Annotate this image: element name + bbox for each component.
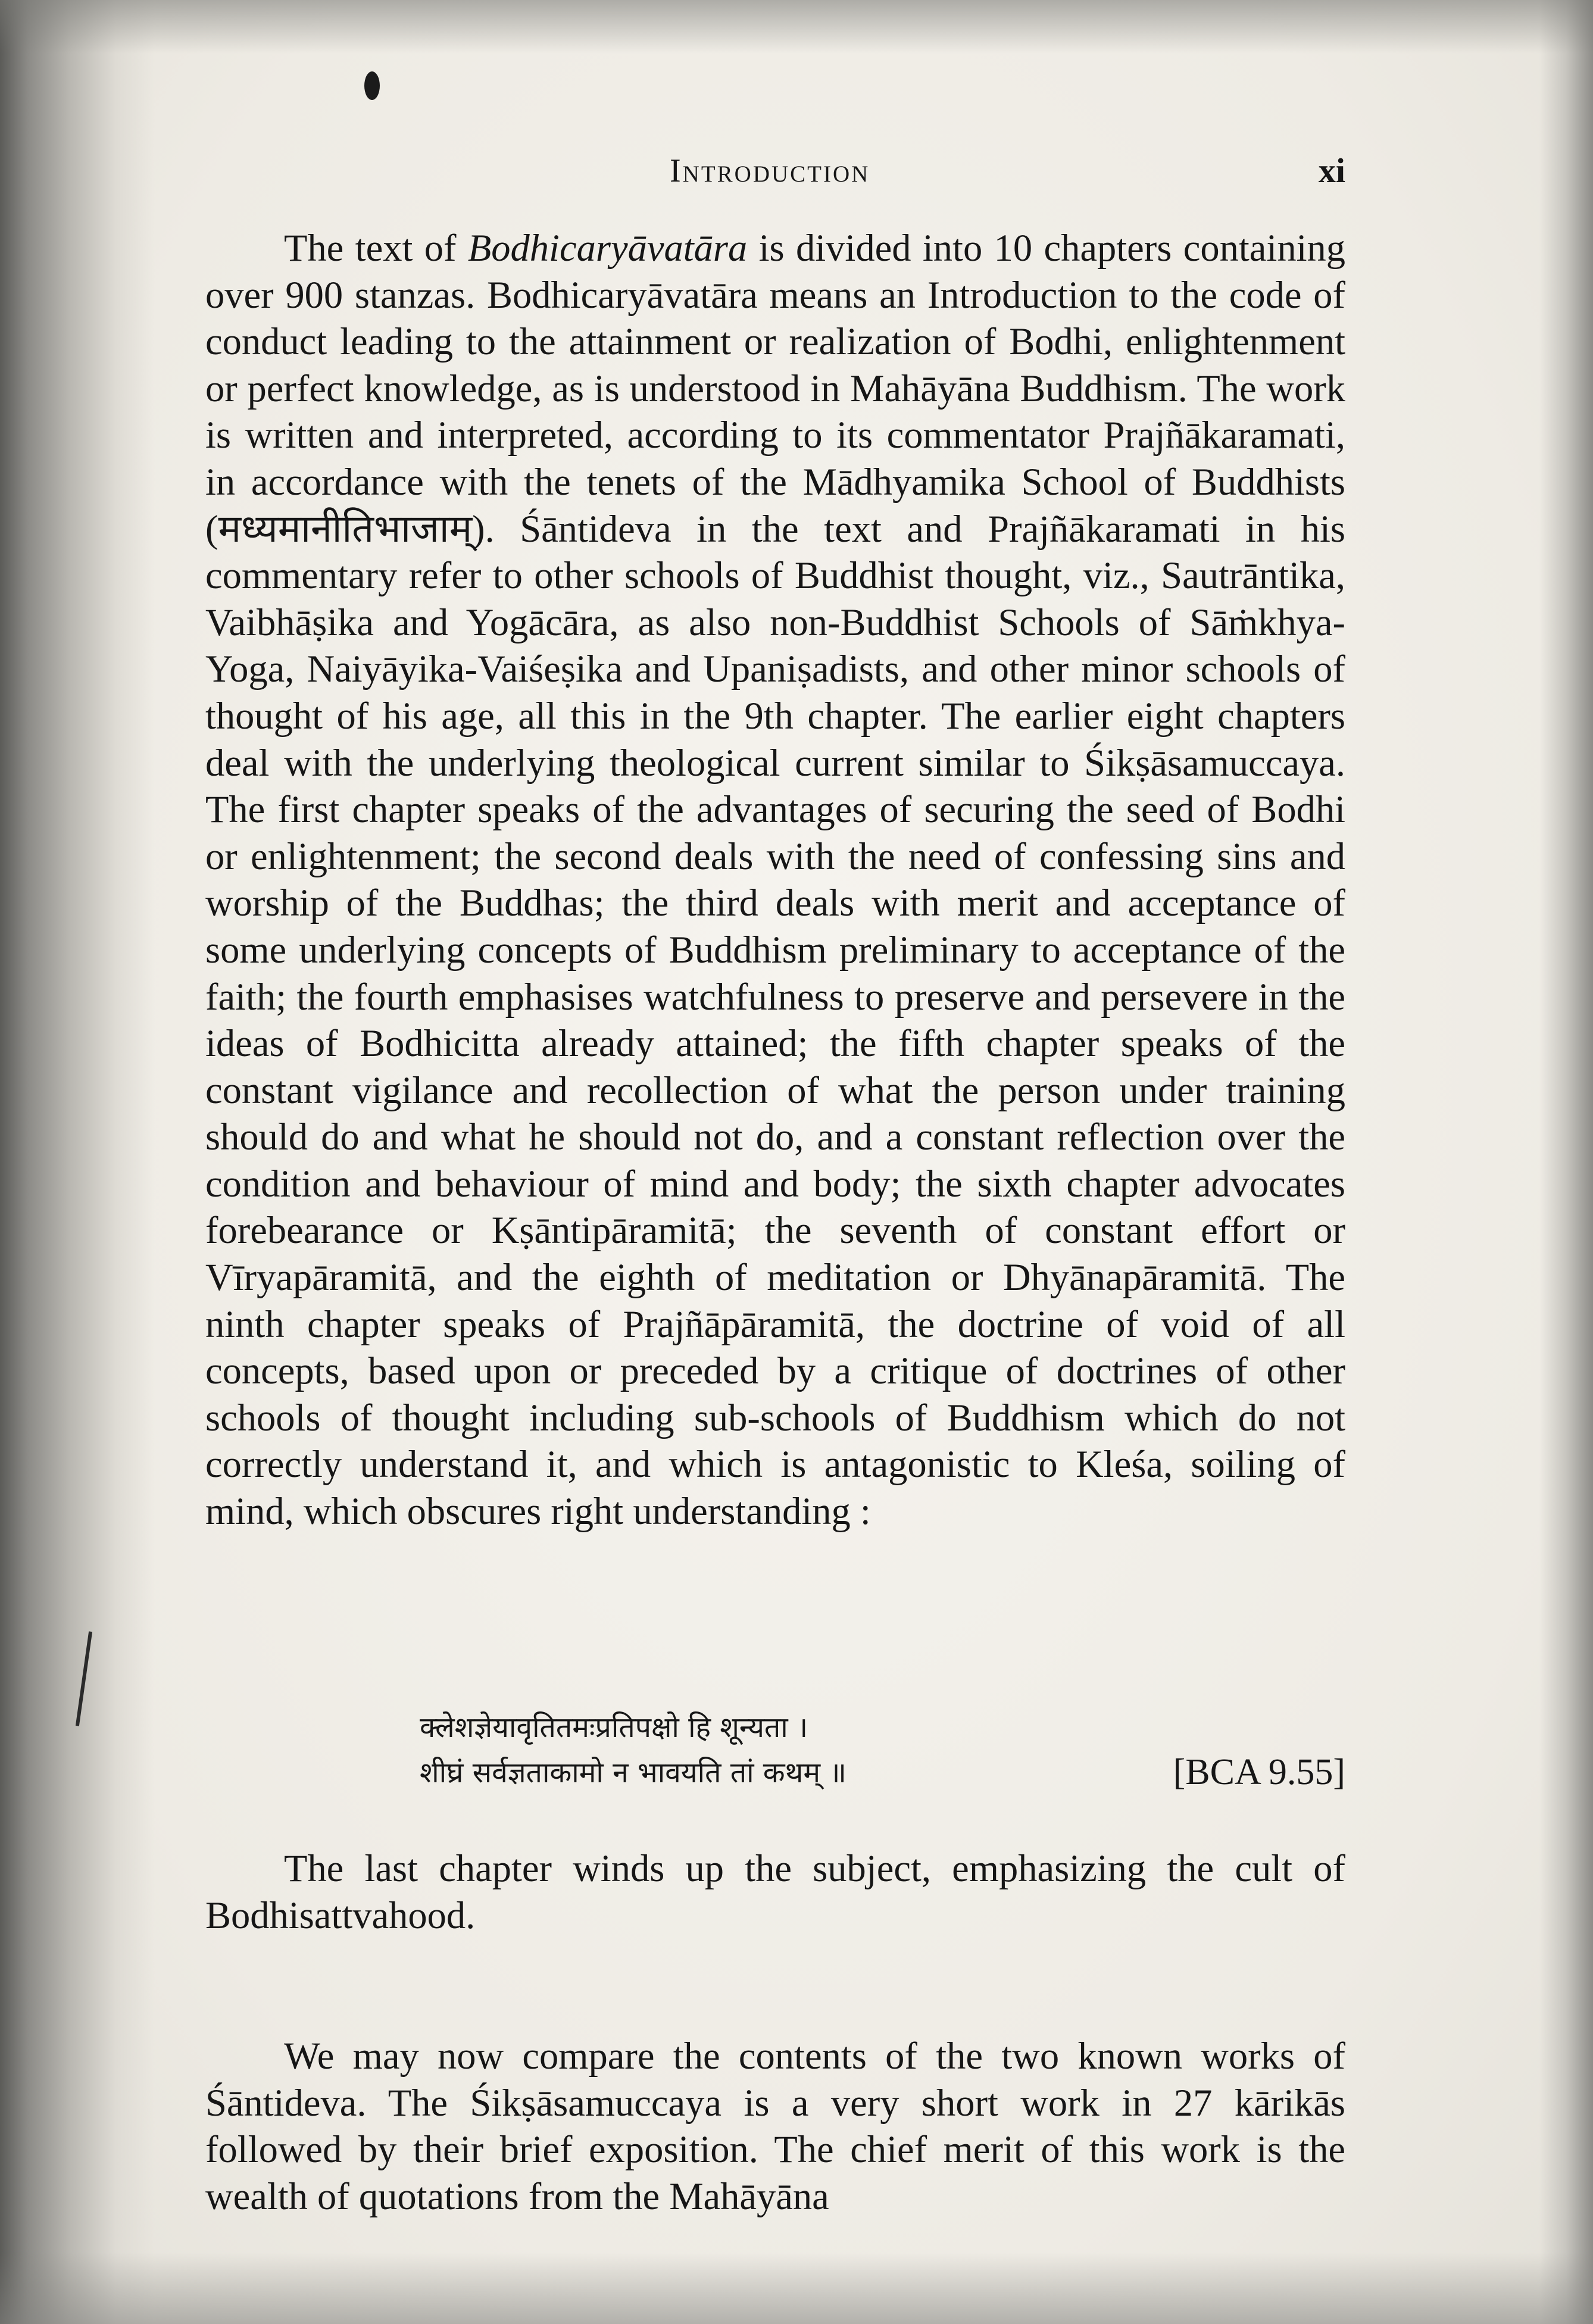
- verse-line-2: शीघ्रं सर्वज्ञताकामो न भावयति तां कथम् ॥: [420, 1756, 847, 1789]
- page-edge-right: [1539, 0, 1593, 2324]
- paragraph-1-body: is divided into 10 chapters containing over 900 stanzas. Bodhicaryāvatāra means an Introduction to the code of conduct leading to the attainment or realization of Bodhi, enlightenment or perfect knowledge, as is understood in Mahāyāna Buddhism. The work is written and interpreted, according to its commentator Prajñākaramati, in accordance with the tenets of the Mādhyamika School of Buddhists (मध्यमानीतिभाजाम्). Śāntideva in the text and Prajñākaramati in his commentary refer to other schools of Buddhist thought, viz., Sautrāntika, Vaibhāṣika and Yogācāra, as also non-Buddhist Schools of Sāṁkhya-Yoga, Naiyāyika-Vaiśeṣika and Upaniṣadists, and other minor schools of thought of his age, all this in the 9th chapter. The earlier eight chapters deal with the underlying theological current similar to Śikṣāsamuccaya. The first chapter speaks of the advantages of securing the seed of Bodhi or enlightenment; the second deals with the need of confessing sins and worship of the Buddhas; the third deals with merit and acceptance of some underlying concepts of Buddhism preliminary to acceptance of the faith; the fourth emphasises watchfulness to preserve and persevere in the ideas of Bodhicitta already attained; the fifth chapter speaks of the constant vigilance and recollection of what the person under training should do and what he should not do, and a constant reflection over the condition and behaviour of mind and body; the sixth chapter advocates forebearance or Kṣāntipāramitā; the seventh of constant effort or Vīryapāramitā, and the eighth of meditation or Dhyānapāramitā. The ninth chapter speaks of Prajñāpāramitā, the doctrine of void of all concepts, based upon or preceded by a critique of doctrines of other schools of thought including sub-schools of Buddhism which do not correctly understand it, and which is antagonistic to Kleśa, soiling of mind, which obscures right understanding :: [205, 227, 1346, 1533]
- page-number: xi: [1318, 151, 1345, 190]
- verse-quotation: [205, 1703, 1345, 1816]
- paragraph-1-text: [205, 225, 1345, 1535]
- page-edge-top: [0, 0, 1593, 54]
- verse-line-1: क्लेशज्ञेयावृतितमःप्रतिपक्षो हि शून्यता ।: [420, 1711, 808, 1744]
- paragraph-2-text: The last chapter winds up the subject, emphasizing the cult of Bodhisattvahood.: [205, 1847, 1345, 1936]
- paragraph-3-text: We may now compare the contents of the two known works of Śāntideva. The Śikṣāsamuccaya is a very short work in 27 kārikās followed by their brief exposition. The chief merit of this work is the wealth of quotations from the Mahāyāna: [205, 2035, 1345, 2217]
- paragraph-1: [205, 225, 1345, 1535]
- paragraph-2: [205, 1845, 1345, 1939]
- paragraph-1-lead: The text of: [284, 227, 468, 269]
- page-edge-bottom: [0, 2253, 1593, 2324]
- paragraph-3: [205, 2033, 1345, 2220]
- running-head: [205, 146, 1345, 199]
- verse-reference: [BCA 9.55]: [1173, 1752, 1345, 1792]
- header-title: Introduction: [670, 152, 870, 189]
- work-title: Bodhicaryāvatāra: [467, 227, 748, 269]
- binding-shadow: [0, 0, 155, 2324]
- ink-blot: [364, 71, 380, 100]
